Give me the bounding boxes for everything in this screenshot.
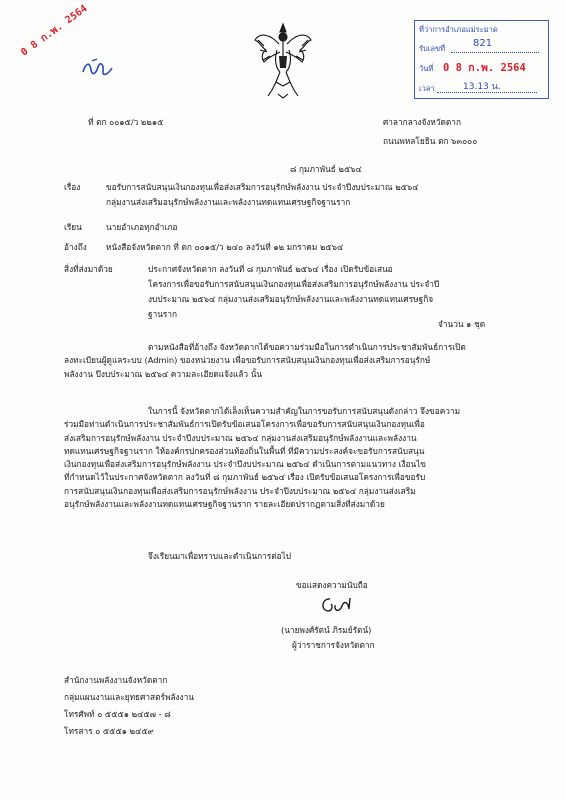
- receipt-stamp-box: [414, 20, 549, 99]
- footer-phone: โทรศัพท์ ๐ ๕๕๕๑ ๒๔๕๗ - ๘: [64, 709, 171, 719]
- subject-line-2: กลุ่มงานส่งเสริมอนุรักษ์พลังงานและพลังงานทดแทนเศรษฐกิจฐานราก: [106, 197, 351, 207]
- paragraph-2: [64, 405, 544, 511]
- receipt-no-value: 821: [473, 38, 493, 49]
- reference-value: หนังสือจังหวัดตาก ที่ ตก ๐๐๑๕/ว ๒๔๐ ลงวันที่ ๑๒ มกราคม ๒๕๖๔: [106, 242, 344, 252]
- paragraph-line: การสนับสนุนเงินกองทุนเพื่อส่งเสริมการอนุรักษ์พลังงาน ประจำปีงบประมาณ ๒๕๖๔ กลุ่มงานส่งเสริม: [64, 485, 416, 496]
- paragraph-line: ลงทะเบียนผู้ดูแลระบบ (Admin) ของหน่วยงาน เพื่อขอรับการสนับสนุนเงินกองทุนเพื่อส่งเสริมการอนุรักษ์: [64, 355, 431, 366]
- handwritten-note: [80, 58, 116, 84]
- attachment-line-2: โครงการเพื่อขอรับการสนับสนุนเงินกองทุนเพื่อส่งเสริมการอนุรักษ์พลังงาน ประจำปี: [148, 279, 440, 289]
- footer-office: สำนักงานพลังงานจังหวัดตาก: [64, 675, 168, 685]
- subject-label: เรื่อง: [64, 182, 81, 192]
- doc-number: ที่ ตก ๐๐๑๕/ว ๒๒๑๕: [88, 117, 164, 127]
- paragraph-line: อนุรักษ์พลังงานและพลังงานทดแทนเศรษฐกิจฐานราก รายละเอียดปรากฏตามสิ่งที่ส่งมาด้วย: [64, 499, 385, 510]
- receipt-date-label: วันที่: [419, 64, 434, 73]
- paragraph-line: เงินกองทุนเพื่อส่งเสริมการอนุรักษ์พลังงาน ประจำปีงบประมาณ ๒๕๖๔ ดำเนินการตามแนวทาง เงื่อนไข: [64, 459, 426, 470]
- regards: ขอแสดงความนับถือ: [296, 580, 368, 590]
- org-address: ถนนพหลโยธิน ตก ๖๓๐๐๐: [383, 136, 478, 146]
- receipt-time-label: เวลา: [419, 84, 435, 93]
- signer-name: (นายพงศ์รัตน์ ภิรมย์รัตน์): [281, 625, 372, 635]
- attachment-line-3: งบประมาณ ๒๕๖๔ กลุ่มงานส่งเสริมอนุรักษ์พลังงานและพลังงานทดแทนเศรษฐกิจ: [148, 294, 434, 304]
- paragraph-line: ร่วมมือท่านดำเนินการประชาสัมพันธ์การเปิดรับข้อเสนอโครงการเพื่อขอรับการสนับสนุนเงินกองทุนเพื่อ: [64, 419, 425, 430]
- footer-group: กลุ่มแผนงานและยุทธศาสตร์พลังงาน: [64, 692, 194, 702]
- attachment-line-1: ประกาศจังหวัดตาก ลงวันที่ ๘ กุมภาพันธ์ ๒๕๖๔ เรื่อง เปิดรับข้อเสนอ: [148, 264, 393, 274]
- to-value: นายอำเภอทุกอำเภอ: [106, 222, 178, 232]
- attachment-label: สิ่งที่ส่งมาด้วย: [64, 264, 113, 274]
- subject-line-1: ขอรับการสนับสนุนเงินกองทุนเพื่อส่งเสริมการอนุรักษ์พลังงาน ประจำปีงบประมาณ ๒๕๖๔: [106, 182, 419, 192]
- to-label: เรียน: [64, 222, 82, 232]
- received-date-stamp: 0 8 ก.พ. 2564: [19, 3, 90, 59]
- signature-mark: [318, 594, 352, 620]
- receipt-no-label: รับเลขที่: [419, 44, 446, 53]
- paragraph-line: ตามหนังสือที่อ้างถึง จังหวัดตากได้ขอความร่วมมือในการดำเนินการประชาสัมพันธ์การเปิด: [148, 342, 466, 352]
- garuda-emblem: [252, 20, 314, 100]
- footer-fax: โทรสาร ๐ ๕๕๕๑ ๒๔๕๙: [64, 726, 154, 736]
- reference-label: อ้างถึง: [64, 242, 87, 252]
- paragraph-line: พลังงาน ปีงบประมาณ ๒๕๖๔ ความละเอียดแจ้งแล้ว นั้น: [64, 368, 263, 379]
- paragraph-line: ทดแทนเศรษฐกิจฐานราก ให้องค์กรปกครองส่วนท้องถิ่นในพื้นที่ ที่มีความประสงค์จะขอรับการสนับสนุน: [64, 445, 425, 456]
- paragraph-line: ที่กำหนดไว้ในประกาศจังหวัดตาก ลงวันที่ ๘ กุมภาพันธ์ ๒๕๖๔ เรื่อง เปิดรับข้อเสนอโครงการเพื่อขอรับ: [64, 472, 426, 483]
- receipt-date-value: 0 8 ก.พ. 2564: [443, 62, 526, 74]
- paragraph-line: ในการนี้ จังหวัดตากได้เล็งเห็นความสำคัญในการขอรับการสนับสนุนดังกล่าว จึงขอความ: [148, 406, 461, 416]
- org-name: ศาลากลางจังหวัดตาก: [383, 117, 461, 127]
- paragraph-line: ส่งเสริมการอนุรักษ์พลังงาน ประจำปีงบประมาณ ๒๕๖๔ กลุ่มงานส่งเสริมอนุรักษ์พลังงานและพลังงาน: [64, 432, 417, 443]
- receipt-office: ที่ว่าการอำเภอแม่ระมาด: [419, 25, 498, 34]
- doc-date: ๘ กุมภาพันธ์ ๒๕๖๔: [290, 164, 362, 174]
- receipt-time-value: 13.13 น.: [463, 82, 501, 92]
- paragraph-1: [64, 341, 544, 381]
- signer-title: ผู้ว่าราชการจังหวัดตาก: [292, 640, 375, 650]
- closing-line: จึงเรียนมาเพื่อทราบและดำเนินการต่อไป: [148, 551, 292, 561]
- attachment-line-4: ฐานราก: [148, 309, 178, 319]
- attachment-qty: จำนวน ๑ ชุด: [438, 319, 486, 329]
